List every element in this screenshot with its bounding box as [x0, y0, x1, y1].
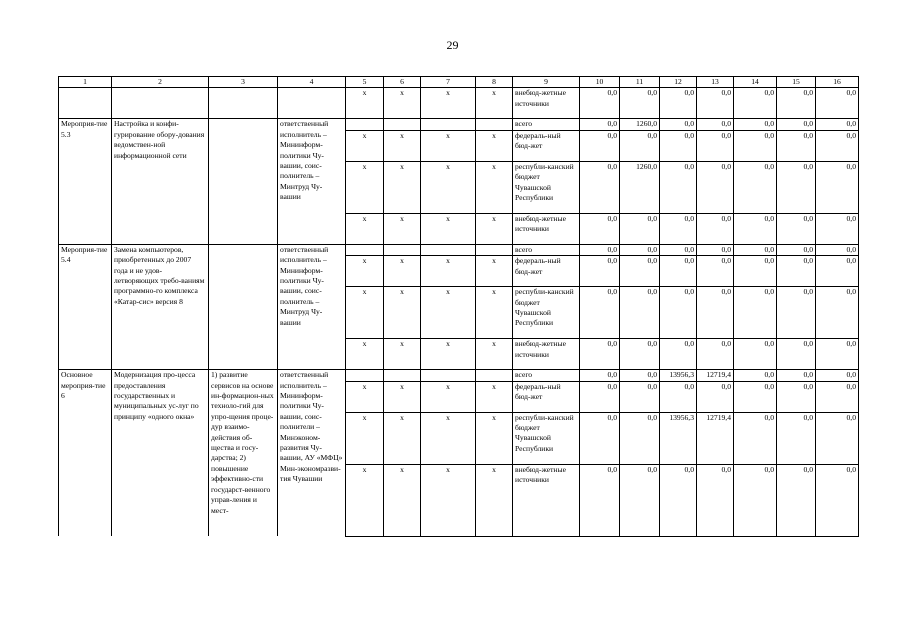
mark-cell: x	[346, 88, 384, 119]
value-cell: 0,0	[777, 244, 816, 255]
mark-cell: x	[476, 381, 513, 412]
value-cell: 0,0	[777, 412, 816, 464]
page-number: 29	[446, 38, 459, 52]
value-cell: 0,0	[816, 161, 859, 213]
value-cell: 0,0	[660, 339, 697, 370]
funding-source-cell: всего	[513, 119, 580, 130]
activity-name-cell: Настройка и конфи-гурирование обору-дования ведомствен-ной информационной сети	[112, 119, 209, 244]
mark-cell: x	[476, 213, 513, 244]
table-body	[59, 77, 859, 537]
value-cell: 0,0	[816, 256, 859, 287]
value-cell: 0,0	[816, 130, 859, 161]
value-cell: 0,0	[697, 244, 734, 255]
mark-cell	[476, 244, 513, 255]
column-header: 2	[112, 77, 209, 88]
value-cell: 0,0	[734, 464, 777, 536]
value-cell: 1260,0	[620, 119, 660, 130]
mark-cell	[476, 370, 513, 381]
mark-cell: x	[421, 161, 476, 213]
mark-cell: x	[476, 412, 513, 464]
value-cell: 0,0	[734, 119, 777, 130]
value-cell: 0,0	[816, 412, 859, 464]
value-cell: 0,0	[660, 244, 697, 255]
column-header: 1	[59, 77, 112, 88]
value-cell: 0,0	[697, 161, 734, 213]
mark-cell: x	[421, 88, 476, 119]
value-cell: 0,0	[580, 161, 620, 213]
mark-cell: x	[346, 161, 384, 213]
value-cell: 13956,3	[660, 370, 697, 381]
column-header: 3	[209, 77, 278, 88]
column-header: 16	[816, 77, 859, 88]
mark-cell	[384, 119, 421, 130]
mark-cell	[476, 119, 513, 130]
value-cell: 0,0	[777, 464, 816, 536]
value-cell: 0,0	[734, 370, 777, 381]
value-cell: 0,0	[777, 339, 816, 370]
column-header: 5	[346, 77, 384, 88]
value-cell: 0,0	[697, 88, 734, 119]
mark-cell: x	[384, 464, 421, 536]
mark-cell: x	[346, 339, 384, 370]
value-cell: 0,0	[777, 88, 816, 119]
funding-source-cell: республи-канский бюджет Чувашской Республики	[513, 287, 580, 339]
mark-cell: x	[346, 213, 384, 244]
value-cell: 0,0	[816, 287, 859, 339]
mark-cell	[421, 244, 476, 255]
mark-cell	[346, 244, 384, 255]
value-cell: 0,0	[580, 381, 620, 412]
mark-cell: x	[384, 161, 421, 213]
mark-cell: x	[421, 339, 476, 370]
value-cell: 0,0	[777, 370, 816, 381]
mark-cell: x	[476, 256, 513, 287]
mark-cell: x	[384, 256, 421, 287]
funding-source-cell: внебюд-жетные источники	[513, 88, 580, 119]
value-cell: 0,0	[816, 88, 859, 119]
mark-cell: x	[346, 287, 384, 339]
goal-cell	[209, 88, 278, 119]
mark-cell: x	[384, 130, 421, 161]
executor-cell: ответственный исполнитель – Мининформ-политики Чу-вашии, соис-полнители – Минэконом-развития Чу-вашии, АУ «МФЦ» Мин-экономразви-тия Чувашии	[278, 370, 346, 536]
value-cell: 0,0	[660, 119, 697, 130]
value-cell: 0,0	[734, 213, 777, 244]
mark-cell: x	[421, 412, 476, 464]
mark-cell	[384, 370, 421, 381]
value-cell: 0,0	[697, 130, 734, 161]
mark-cell: x	[346, 130, 384, 161]
value-cell: 0,0	[734, 287, 777, 339]
mark-cell: x	[384, 287, 421, 339]
value-cell: 0,0	[816, 381, 859, 412]
mark-cell: x	[384, 381, 421, 412]
column-header: 15	[777, 77, 816, 88]
column-header: 8	[476, 77, 513, 88]
funding-source-cell: внебюд-жетные источники	[513, 339, 580, 370]
value-cell: 0,0	[620, 381, 660, 412]
value-cell: 0,0	[620, 412, 660, 464]
value-cell: 0,0	[580, 370, 620, 381]
value-cell: 0,0	[734, 256, 777, 287]
value-cell: 0,0	[816, 119, 859, 130]
value-cell: 0,0	[734, 412, 777, 464]
mark-cell: x	[476, 130, 513, 161]
mark-cell: x	[476, 161, 513, 213]
mark-cell: x	[421, 381, 476, 412]
mark-cell: x	[476, 287, 513, 339]
header-row	[59, 77, 859, 88]
value-cell: 0,0	[660, 381, 697, 412]
value-cell: 0,0	[620, 339, 660, 370]
mark-cell	[346, 119, 384, 130]
mark-cell	[421, 370, 476, 381]
column-header: 9	[513, 77, 580, 88]
mark-cell: x	[384, 412, 421, 464]
value-cell: 0,0	[734, 88, 777, 119]
funding-source-cell: федераль-ный бюд-жет	[513, 256, 580, 287]
value-cell: 1260,0	[620, 161, 660, 213]
funding-source-cell: республи-канский бюджет Чувашской Республики	[513, 412, 580, 464]
mark-cell: x	[346, 381, 384, 412]
mark-cell: x	[476, 88, 513, 119]
value-cell: 0,0	[580, 412, 620, 464]
mark-cell: x	[384, 88, 421, 119]
value-cell: 0,0	[660, 287, 697, 339]
value-cell: 0,0	[777, 161, 816, 213]
column-header: 11	[620, 77, 660, 88]
value-cell: 0,0	[620, 213, 660, 244]
value-cell: 0,0	[734, 339, 777, 370]
value-cell: 0,0	[620, 88, 660, 119]
value-cell: 0,0	[580, 119, 620, 130]
value-cell: 0,0	[580, 464, 620, 536]
goal-cell: 1) развитие сервисов на основе ин-формацион-ных техноло-гий для упро-щения проце-дур взаимо-действия об-щества и госу-дарства; 2) повышение эффективно-сти государст-венного управ-ления и мест-	[209, 370, 278, 536]
funding-source-cell: всего	[513, 244, 580, 255]
activity-name-cell: Замена компьютеров, приобретенных до 2007 года и не удов-летворяющих требо-ваниям программно-го комплекса «Катар-сис» версия 8	[112, 244, 209, 369]
activity-name-cell: Модернизация про-цесса предоставления государственных и муниципальных ус-луг по принципу «одного окна»	[112, 370, 209, 536]
goal-cell	[209, 244, 278, 369]
activity-code-cell: Мероприя-тие 5.4	[59, 244, 112, 369]
value-cell: 0,0	[620, 287, 660, 339]
mark-cell: x	[384, 213, 421, 244]
mark-cell: x	[384, 339, 421, 370]
carry-over-row	[59, 88, 859, 119]
value-cell: 0,0	[777, 213, 816, 244]
value-cell: 0,0	[697, 213, 734, 244]
value-cell: 0,0	[734, 161, 777, 213]
mark-cell	[346, 370, 384, 381]
value-cell: 0,0	[816, 370, 859, 381]
value-cell: 0,0	[777, 256, 816, 287]
mark-cell: x	[346, 256, 384, 287]
value-cell: 13956,3	[660, 412, 697, 464]
activity-name-cell	[112, 88, 209, 119]
mark-cell: x	[476, 464, 513, 536]
value-cell: 0,0	[697, 256, 734, 287]
value-cell: 0,0	[734, 244, 777, 255]
value-cell: 12719,4	[697, 412, 734, 464]
column-header: 12	[660, 77, 697, 88]
table-row	[59, 119, 859, 130]
funding-source-cell: федераль-ный бюд-жет	[513, 381, 580, 412]
mark-cell: x	[421, 287, 476, 339]
value-cell: 0,0	[734, 381, 777, 412]
value-cell: 0,0	[620, 464, 660, 536]
mark-cell: x	[421, 130, 476, 161]
value-cell: 0,0	[697, 381, 734, 412]
column-header: 7	[421, 77, 476, 88]
value-cell: 0,0	[660, 88, 697, 119]
funding-source-cell: внебюд-жетные источники	[513, 464, 580, 536]
mark-cell	[384, 244, 421, 255]
mark-cell: x	[346, 412, 384, 464]
column-header: 6	[384, 77, 421, 88]
value-cell: 0,0	[580, 130, 620, 161]
value-cell: 0,0	[580, 244, 620, 255]
budget-table	[58, 76, 859, 537]
goal-cell	[209, 119, 278, 244]
mark-cell: x	[421, 464, 476, 536]
value-cell: 0,0	[580, 256, 620, 287]
mark-cell: x	[476, 339, 513, 370]
funding-source-cell: федераль-ный бюд-жет	[513, 130, 580, 161]
value-cell: 0,0	[697, 287, 734, 339]
value-cell: 0,0	[620, 130, 660, 161]
value-cell: 0,0	[580, 287, 620, 339]
value-cell: 0,0	[816, 244, 859, 255]
value-cell: 0,0	[734, 130, 777, 161]
column-header: 4	[278, 77, 346, 88]
column-header: 13	[697, 77, 734, 88]
value-cell: 0,0	[620, 244, 660, 255]
funding-source-cell: республи-канский бюджет Чувашской Республики	[513, 161, 580, 213]
value-cell: 0,0	[660, 213, 697, 244]
value-cell: 0,0	[816, 464, 859, 536]
value-cell: 12719,4	[697, 370, 734, 381]
value-cell: 0,0	[697, 339, 734, 370]
value-cell: 0,0	[777, 119, 816, 130]
activity-code-cell: Основное мероприя-тие 6	[59, 370, 112, 536]
value-cell: 0,0	[660, 256, 697, 287]
mark-cell: x	[346, 464, 384, 536]
value-cell: 0,0	[660, 161, 697, 213]
column-header: 14	[734, 77, 777, 88]
value-cell: 0,0	[777, 130, 816, 161]
value-cell: 0,0	[580, 88, 620, 119]
value-cell: 0,0	[816, 339, 859, 370]
value-cell: 0,0	[777, 287, 816, 339]
value-cell: 0,0	[697, 119, 734, 130]
mark-cell	[421, 119, 476, 130]
executor-cell: ответственный исполнитель – Мининформ-политики Чу-вашии, соис-полнитель – Минтруд Чу-вашии	[278, 119, 346, 244]
value-cell: 0,0	[620, 370, 660, 381]
table-row	[59, 244, 859, 255]
value-cell: 0,0	[620, 256, 660, 287]
value-cell: 0,0	[580, 213, 620, 244]
value-cell: 0,0	[580, 339, 620, 370]
value-cell: 0,0	[816, 213, 859, 244]
funding-source-cell: всего	[513, 370, 580, 381]
value-cell: 0,0	[777, 381, 816, 412]
executor-cell	[278, 88, 346, 119]
value-cell: 0,0	[697, 464, 734, 536]
activity-code-cell	[59, 88, 112, 119]
mark-cell: x	[421, 213, 476, 244]
activity-code-cell: Мероприя-тие 5.3	[59, 119, 112, 244]
funding-source-cell: внебюд-жетные источники	[513, 213, 580, 244]
executor-cell: ответственный исполнитель – Мининформ-политики Чу-вашии, соис-полнитель – Минтруд Чу-вашии	[278, 244, 346, 369]
value-cell: 0,0	[660, 464, 697, 536]
mark-cell: x	[421, 256, 476, 287]
table-row	[59, 370, 859, 381]
value-cell: 0,0	[660, 130, 697, 161]
column-header: 10	[580, 77, 620, 88]
